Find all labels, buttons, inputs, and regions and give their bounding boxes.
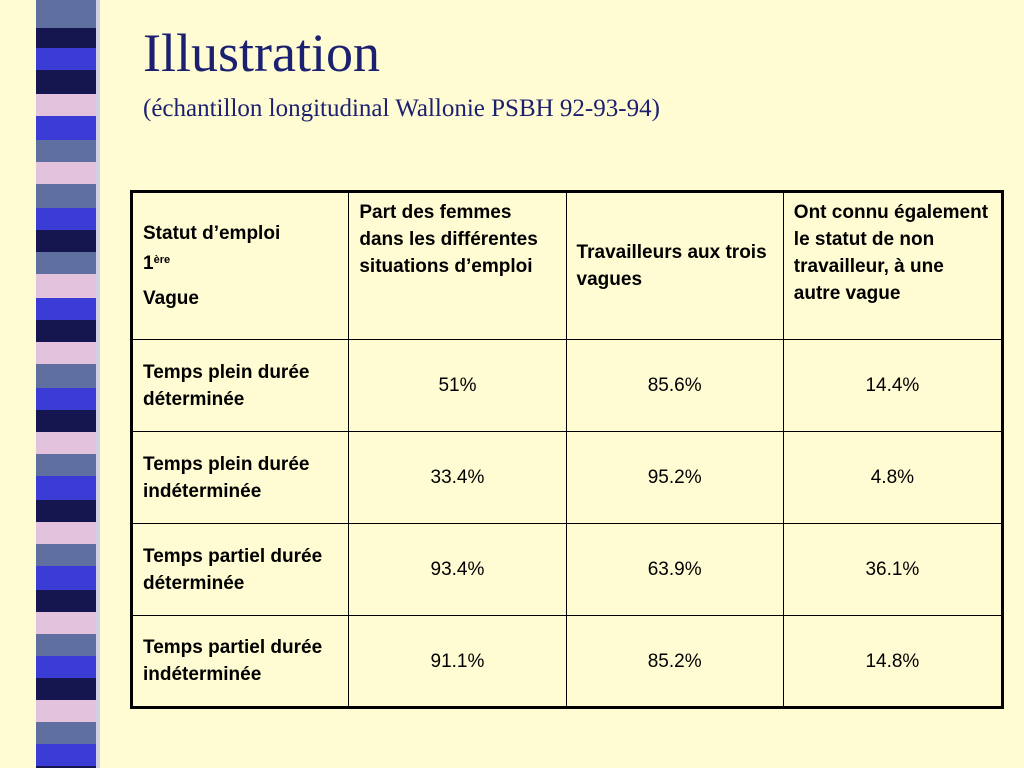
header-col1-vague: Vague bbox=[143, 288, 199, 309]
stripe-block bbox=[36, 744, 96, 766]
stripe-block bbox=[36, 388, 96, 410]
stripe-block bbox=[36, 48, 96, 70]
slide-subtitle: (échantillon longitudinal Wallonie PSBH 92-93-94) bbox=[143, 95, 660, 122]
header-col1-sup: ère bbox=[153, 254, 171, 266]
table-row bbox=[132, 524, 1003, 616]
stripe-block bbox=[36, 590, 96, 612]
cell-trois-vagues: 85.2% bbox=[566, 616, 783, 708]
stripe-block bbox=[36, 28, 96, 48]
stripe-block bbox=[36, 722, 96, 744]
stripe-block bbox=[36, 252, 96, 274]
header-statut-emploi bbox=[132, 192, 349, 340]
stripe-block bbox=[36, 208, 96, 230]
stripe-block bbox=[36, 476, 96, 500]
stripe-block bbox=[36, 454, 96, 476]
header-part-femmes: Part des femmes dans les différentes situations d’emploi bbox=[349, 192, 566, 340]
row-label: Temps plein durée indéterminée bbox=[132, 432, 349, 524]
stripe-block bbox=[36, 432, 96, 454]
header-trois-vagues: Travailleurs aux trois vagues bbox=[566, 192, 783, 340]
cell-non-travailleur: 36.1% bbox=[783, 524, 1002, 616]
stripe-block bbox=[36, 544, 96, 566]
table-header-row bbox=[132, 192, 1003, 340]
stripe-block bbox=[36, 364, 96, 388]
row-label: Temps plein durée déterminée bbox=[132, 340, 349, 432]
cell-part-femmes: 93.4% bbox=[349, 524, 566, 616]
cell-non-travailleur: 14.4% bbox=[783, 340, 1002, 432]
stripe-block bbox=[36, 140, 96, 162]
stripe-block bbox=[36, 678, 96, 700]
stripe-block bbox=[36, 612, 96, 634]
stripe-block bbox=[36, 70, 96, 94]
row-label: Temps partiel durée indéterminée bbox=[132, 616, 349, 708]
cell-trois-vagues: 63.9% bbox=[566, 524, 783, 616]
cell-non-travailleur: 14.8% bbox=[783, 616, 1002, 708]
stripe-block bbox=[36, 656, 96, 678]
stripe-edge bbox=[96, 0, 100, 768]
cell-trois-vagues: 95.2% bbox=[566, 432, 783, 524]
header-col1-number: 1 bbox=[143, 253, 154, 274]
stripe-pattern bbox=[0, 0, 110, 768]
table-row bbox=[132, 340, 1003, 432]
stripe-block bbox=[36, 566, 96, 590]
row-label: Temps partiel durée déterminée bbox=[132, 524, 349, 616]
stripe-block bbox=[36, 162, 96, 184]
stripe-block bbox=[36, 342, 96, 364]
stripe-block bbox=[36, 0, 96, 28]
stripe-block bbox=[36, 298, 96, 320]
cell-non-travailleur: 4.8% bbox=[783, 432, 1002, 524]
stripe-block bbox=[36, 522, 96, 544]
stripe-block bbox=[36, 410, 96, 432]
cell-part-femmes: 51% bbox=[349, 340, 566, 432]
table-row bbox=[132, 616, 1003, 708]
stripe-block bbox=[36, 184, 96, 208]
stripe-block bbox=[36, 634, 96, 656]
table-row bbox=[132, 432, 1003, 524]
stripe-block bbox=[36, 700, 96, 722]
stripe-block bbox=[36, 116, 96, 140]
cell-part-femmes: 33.4% bbox=[349, 432, 566, 524]
slide-title: Illustration bbox=[143, 23, 380, 83]
stripe-block bbox=[36, 320, 96, 342]
cell-trois-vagues: 85.6% bbox=[566, 340, 783, 432]
cell-part-femmes: 91.1% bbox=[349, 616, 566, 708]
stripe-block bbox=[36, 500, 96, 522]
stripe-block bbox=[36, 94, 96, 116]
stripe-block bbox=[36, 274, 96, 298]
decorative-stripe-bar bbox=[0, 0, 110, 768]
statistics-table bbox=[130, 190, 1004, 709]
header-non-travailleur: Ont connu également le statut de non travailleur, à une autre vague bbox=[783, 192, 1002, 340]
stripe-block bbox=[36, 230, 96, 252]
header-col1-line1: Statut d’emploi bbox=[143, 223, 281, 244]
